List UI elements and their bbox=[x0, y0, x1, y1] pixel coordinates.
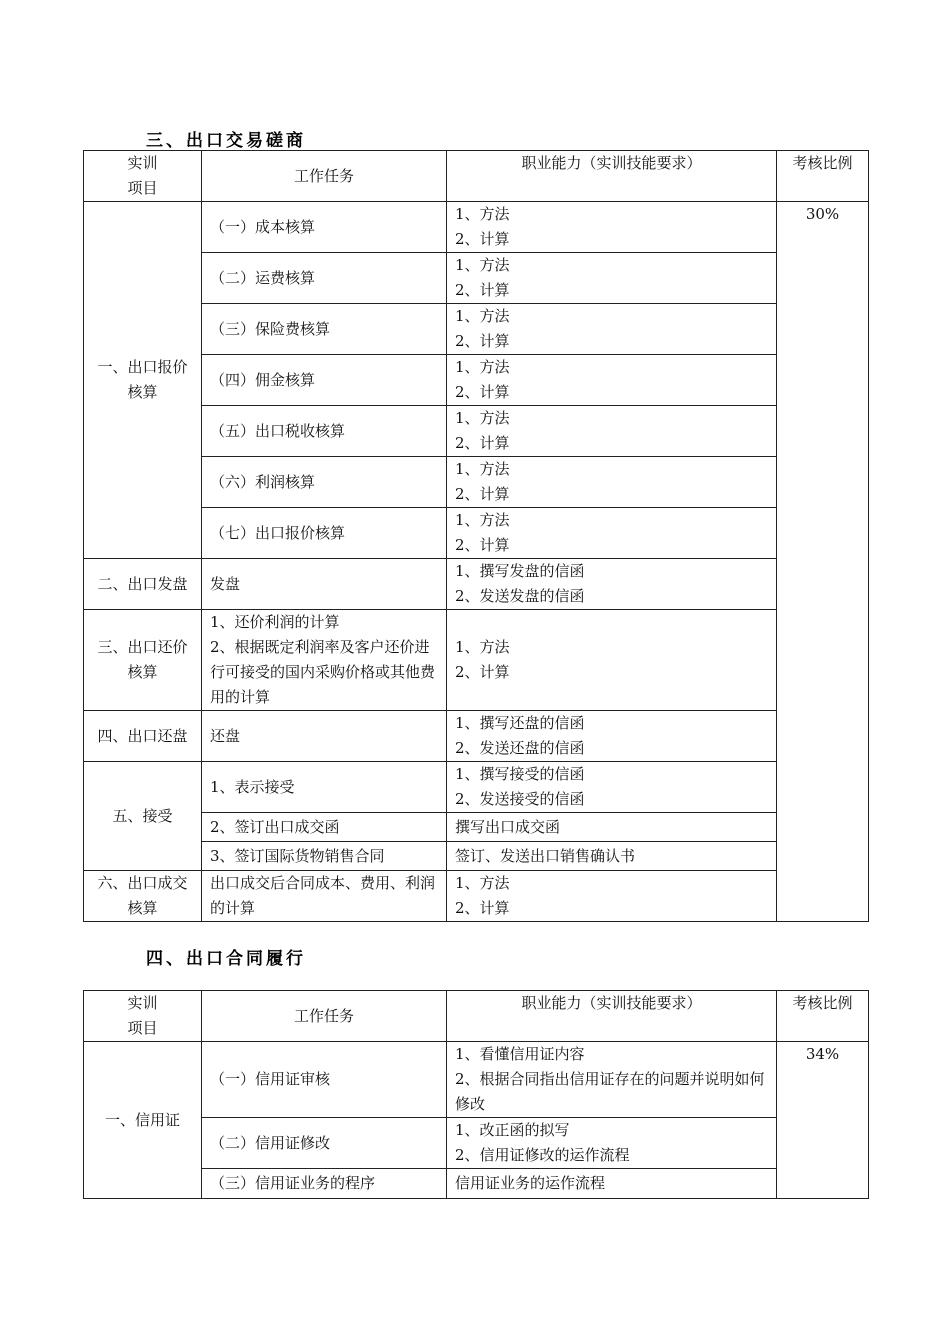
table-row bbox=[84, 1042, 869, 1118]
table-row bbox=[84, 610, 869, 711]
project-cell: 五、接受 bbox=[84, 762, 202, 871]
task-cell: 还盘 bbox=[202, 711, 447, 762]
task-cell: 1、表示接受 bbox=[202, 762, 447, 813]
task-cell: （四）佣金核算 bbox=[202, 355, 447, 406]
ability-cell: 1、方法 2、计算 bbox=[447, 253, 777, 304]
task-cell: 发盘 bbox=[202, 559, 447, 610]
table-row bbox=[84, 842, 869, 871]
project-cell: 三、出口还价 核算 bbox=[84, 610, 202, 711]
table-row bbox=[84, 762, 869, 813]
task-cell: （二）信用证修改 bbox=[202, 1118, 447, 1169]
task-cell: （一）信用证审核 bbox=[202, 1042, 447, 1118]
task-cell: （五）出口税收核算 bbox=[202, 406, 447, 457]
training-table-contract-performance bbox=[83, 990, 869, 1199]
ability-cell: 1、方法 2、计算 bbox=[447, 406, 777, 457]
header-project: 实训 项目 bbox=[84, 151, 202, 202]
ability-cell: 1、方法 2、计算 bbox=[447, 871, 777, 922]
header-ratio: 考核比例 bbox=[777, 151, 869, 202]
table-row bbox=[84, 253, 869, 304]
ability-cell: 1、改正函的拟写 2、信用证修改的运作流程 bbox=[447, 1118, 777, 1169]
task-cell: 3、签订国际货物销售合同 bbox=[202, 842, 447, 871]
table-row bbox=[84, 406, 869, 457]
project-cell: 四、出口还盘 bbox=[84, 711, 202, 762]
table-row bbox=[84, 202, 869, 253]
table-header-row bbox=[84, 991, 869, 1042]
section-title: 三、出口交易磋商 bbox=[146, 131, 306, 151]
task-cell: （三）信用证业务的程序 bbox=[202, 1169, 447, 1199]
ability-cell: 1、方法 2、计算 bbox=[447, 457, 777, 508]
project-cell: 一、信用证 bbox=[84, 1042, 202, 1199]
table-row bbox=[84, 871, 869, 922]
ability-cell: 1、撰写还盘的信函 2、发送还盘的信函 bbox=[447, 711, 777, 762]
ability-cell: 1、撰写接受的信函 2、发送接受的信函 bbox=[447, 762, 777, 813]
table-row bbox=[84, 559, 869, 610]
header-ability: 职业能力（实训技能要求） bbox=[447, 151, 777, 202]
task-cell: （七）出口报价核算 bbox=[202, 508, 447, 559]
task-cell: 2、签订出口成交函 bbox=[202, 813, 447, 842]
ratio-cell: 34% bbox=[777, 1042, 869, 1199]
table-row bbox=[84, 355, 869, 406]
header-task: 工作任务 bbox=[202, 151, 447, 202]
ability-cell: 1、方法 2、计算 bbox=[447, 202, 777, 253]
ability-cell: 1、方法 2、计算 bbox=[447, 508, 777, 559]
ability-cell: 信用证业务的运作流程 bbox=[447, 1169, 777, 1199]
project-cell: 一、出口报价 核算 bbox=[84, 202, 202, 559]
header-ability: 职业能力（实训技能要求） bbox=[447, 991, 777, 1042]
task-cell: 1、还价利润的计算 2、根据既定利润率及客户还价进行可接受的国内采购价格或其他费用的计算 bbox=[202, 610, 447, 711]
project-cell: 六、出口成交 核算 bbox=[84, 871, 202, 922]
table-row bbox=[84, 508, 869, 559]
header-task: 工作任务 bbox=[202, 991, 447, 1042]
task-cell: （三）保险费核算 bbox=[202, 304, 447, 355]
table-row bbox=[84, 1118, 869, 1169]
task-cell: （二）运费核算 bbox=[202, 253, 447, 304]
table-row bbox=[84, 457, 869, 508]
table-row bbox=[84, 304, 869, 355]
ability-cell: 撰写出口成交函 bbox=[447, 813, 777, 842]
ability-cell: 1、方法 2、计算 bbox=[447, 610, 777, 711]
header-ratio: 考核比例 bbox=[777, 991, 869, 1042]
ability-cell: 1、看懂信用证内容 2、根据合同指出信用证存在的问题并说明如何修改 bbox=[447, 1042, 777, 1118]
ability-cell: 1、方法 2、计算 bbox=[447, 355, 777, 406]
ability-cell: 1、撰写发盘的信函 2、发送发盘的信函 bbox=[447, 559, 777, 610]
ability-cell: 签订、发送出口销售确认书 bbox=[447, 842, 777, 871]
ratio-cell: 30% bbox=[777, 202, 869, 922]
table-row bbox=[84, 813, 869, 842]
training-table-export-negotiation bbox=[83, 150, 869, 922]
table-header-row bbox=[84, 151, 869, 202]
table-row bbox=[84, 1169, 869, 1199]
header-project: 实训 项目 bbox=[84, 991, 202, 1042]
task-cell: （一）成本核算 bbox=[202, 202, 447, 253]
ability-cell: 1、方法 2、计算 bbox=[447, 304, 777, 355]
task-cell: （六）利润核算 bbox=[202, 457, 447, 508]
task-cell: 出口成交后合同成本、费用、利润的计算 bbox=[202, 871, 447, 922]
table-row bbox=[84, 711, 869, 762]
project-cell: 二、出口发盘 bbox=[84, 559, 202, 610]
section-title: 四、出口合同履行 bbox=[146, 949, 306, 969]
